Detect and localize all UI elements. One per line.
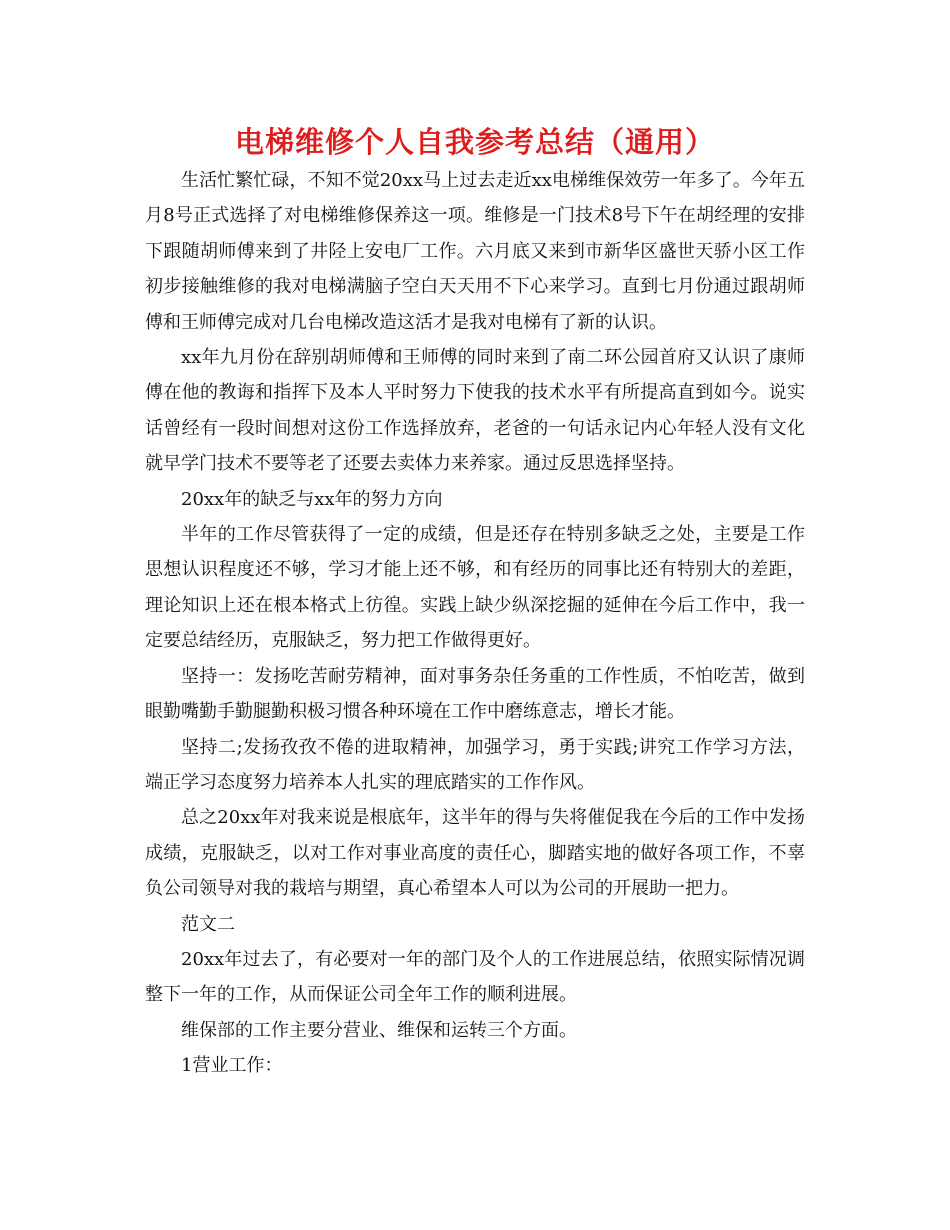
- paragraph: 20xx年的缺乏与xx年的努力方向: [181, 488, 443, 510]
- paragraph: 坚持一：发扬吃苦耐劳精神，面对事务杂任务重的工作性质，不怕吃苦，做到眼勤嘴勤手勤腿勤积极习惯各种环境在工作中磨练意志，增长才能。: [145, 665, 805, 723]
- document-body: [145, 163, 805, 1084]
- paragraph: 总之20xx年对我来说是根底年，这半年的得与失将催促我在今后的工作中发扬成绩，克服缺乏，以对工作对事业高度的责任心，脚踏实地的做好各项工作，不辜负公司领导对我的栽培与期望，真心希望本人可以为公司的开展助一把力。: [145, 807, 805, 900]
- paragraph: 生活忙繁忙碌，不知不觉20xx马上过去走近xx电梯维保效劳一年多了。今年五月8号正式选择了对电梯维修保养这一项。维修是一门技术8号下午在胡经理的安排下跟随胡师傅来到了井陉上安电厂工作。六月底又来到市新华区盛世天骄小区工作初步接触维修的我对电梯满脑子空白天天用不下心来学习。直到七月份通过跟胡师傅和王师傅完成对几台电梯改造这活才是我对电梯有了新的认识。: [145, 170, 805, 333]
- paragraph: 20xx年过去了，有必要对一年的部门及个人的工作进展总结，依照实际情况调整下一年的工作，从而保证公司全年工作的顺利进展。: [145, 948, 805, 1006]
- paragraph: 维保部的工作主要分营业、维保和运转三个方面。: [181, 1019, 577, 1041]
- paragraph: 半年的工作尽管获得了一定的成绩，但是还存在特别多缺乏之处，主要是工作思想认识程度还不够，学习才能上还不够，和有经历的同事比还有特别大的差距，理论知识上还在根本格式上彷徨。实践上缺少纵深挖掘的延伸在今后工作中，我一定要总结经历，克服缺乏，努力把工作做得更好。: [145, 524, 805, 652]
- paragraph: xx年九月份在辞别胡师傅和王师傅的同时来到了南二环公园首府又认识了康师傅在他的教诲和指挥下及本人平时努力下使我的技术水平有所提高直到如今。说实话曾经有一段时间想对这份工作选择放弃，老爸的一句话永记内心年轻人没有文化就早学门技术不要等老了还要去卖体力来养家。通过反思选择坚持。: [145, 347, 805, 475]
- document-title: 电梯维修个人自我参考总结（通用）: [234, 125, 715, 159]
- paragraph: 坚持二;发扬孜孜不倦的进取精神，加强学习，勇于实践;讲究工作学习方法，端正学习态度努力培养本人扎实的理底踏实的工作作风。: [145, 736, 805, 793]
- paragraph: 1营业工作：: [181, 1055, 283, 1077]
- paragraph: 范文二: [181, 913, 235, 935]
